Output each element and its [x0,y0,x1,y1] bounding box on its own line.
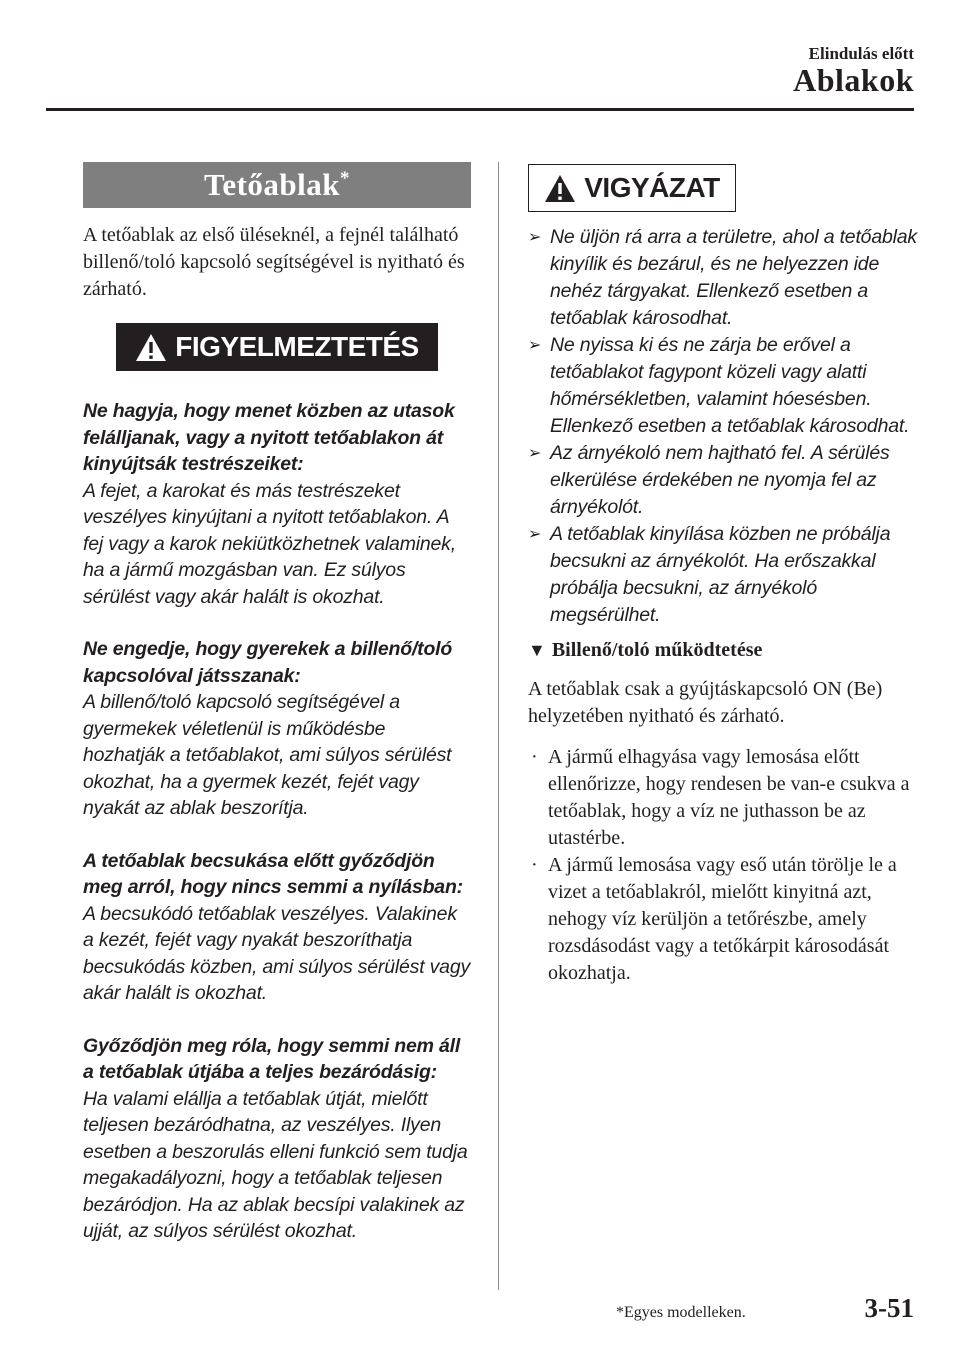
footnote-mark: * [340,168,350,189]
arrow-bullet-icon: ➢ [528,229,542,246]
warning-item [83,398,471,610]
warning-heading: Ne engedje, hogy gyerekek a billenő/toló kapcsolóval játsszanak: [83,638,453,687]
caution-item [528,224,918,332]
bullet-dot-icon: · [531,746,538,768]
column-divider [498,162,499,1290]
footnote: *Egyes modelleken. [616,1304,746,1321]
caution-item [528,440,918,521]
caution-label: VIGYÁZAT [584,172,720,203]
caution-list [528,224,918,629]
caution-item [528,332,918,440]
chapter-title: Ablakok [793,62,914,98]
list-item [528,744,918,852]
subsection-heading-text: Billenő/toló működtetése [551,639,763,661]
caution-text: A tetőablak kinyílása közben ne próbálja becsukni az árnyékolót. Ha erőszakkal próbálja becsukni, az árnyékoló megsérülhet. [550,523,891,626]
caution-icon [544,174,576,203]
caution-text: Az árnyékoló nem hajtható fel. A sérülés elkerülése érdekében ne nyomja fel az árnyékolót. [550,442,890,518]
arrow-bullet-icon: ➢ [528,337,542,354]
warning-item [83,636,471,822]
right-column [528,164,918,987]
subsection-heading [528,639,918,662]
arrow-bullet-icon: ➢ [528,445,542,462]
warning-body: A fejet, a karokat és más testrészeket veszélyes kinyújtani a nyitott tetőablakon. A fej vagy a karok nekiütközhetnek valaminek, ha a jármű mozgásban van. Ez súlyos sérülést vagy akár halált is okozhat. [83,479,456,608]
section-heading-text: Tetőablak [203,167,340,202]
list-item-text: A jármű lemosása vagy eső után törölje le a vizet a tetőablakról, mielőtt kinyitná azt, nehogy víz kerüljön a tetőrészbe, amely rozsdásodást vagy a tetőkárpit károsodását okozhatja. [548,854,897,984]
warning-icon [135,333,167,362]
caution-item [528,521,918,629]
warning-body: A billenő/toló kapcsoló segítségével a gyermekek véletlenül is működésbe hozhatják a tetőablakot, ami súlyos sérülést okozhat, ha a gyermek kezét, fejét vagy nyakát az ablak beszorítja. [83,691,452,819]
intro-paragraph: A tetőablak az első üléseknél, a fejnél található billenő/toló kapcsoló segítségével is nyitható és zárható. [83,224,465,300]
triangle-down-icon: ▼ [528,640,546,660]
operation-paragraph: A tetőablak csak a gyújtáskapcsoló ON (Be) helyzetében nyitható és zárható. [528,678,883,727]
caution-text: Ne üljön rá arra a területre, ahol a tetőablak kinyílik és bezárul, és ne helyezzen ide nehéz tárgyakat. Ellenkező esetben a tetőablak károsodhat. [550,226,917,329]
header-rule [46,108,914,111]
warning-item [83,848,471,1007]
warning-heading: Ne hagyja, hogy menet közben az utasok felálljanak, vagy a nyitott tetőablakon át kinyújtsák testrészeiket: [83,400,455,475]
arrow-bullet-icon: ➢ [528,526,542,543]
caution-text: Ne nyissa ki és ne zárja be erővel a tetőablakot fagypont közeli vagy alatti hőmérsékletben, valamint hóesésben. Ellenkező esetben a tetőablak károsodhat. [550,334,910,437]
warning-heading: A tetőablak becsukása előtt győződjön meg arról, hogy nincs semmi a nyílásban: [83,849,463,898]
section-title: Elindulás előtt [808,44,914,63]
warning-banner [116,323,438,371]
warning-item [83,1033,471,1245]
list-item-text: A jármű elhagyása vagy lemosása előtt ellenőrizze, hogy rendesen be van-e csukva a tetőablak, hogy a víz ne juthasson be az utastérbe. [548,746,910,849]
caution-banner [528,164,736,212]
bullet-list [528,744,918,987]
bullet-dot-icon: · [531,854,538,876]
warning-heading: Győződjön meg róla, hogy semmi nem áll a tetőablak útjába a teljes bezáródásig: [83,1034,461,1083]
page-number: 3-51 [864,1293,914,1323]
warning-body: A becsukódó tetőablak veszélyes. Valakinek a kezét, fejét vagy nyakát beszoríthatja becsukódás közben, ami súlyos sérülést vagy akár halált is okozhat. [83,902,471,1004]
left-column [83,162,471,1245]
section-heading [83,162,471,208]
warning-label: FIGYELMEZTETÉS [175,331,419,362]
list-item [528,852,918,987]
warning-body: Ha valami elállja a tetőablak útját, mielőtt teljesen bezáródhatna, az veszélyes. Ilyen esetben a beszorulás elleni funkció sem tudja megakadályozni, hogy a tetőablak teljesen bezáródjon. Ha az ablak becsípi valakinek az ujját, az súlyos sérülést okozhat. [83,1087,468,1242]
